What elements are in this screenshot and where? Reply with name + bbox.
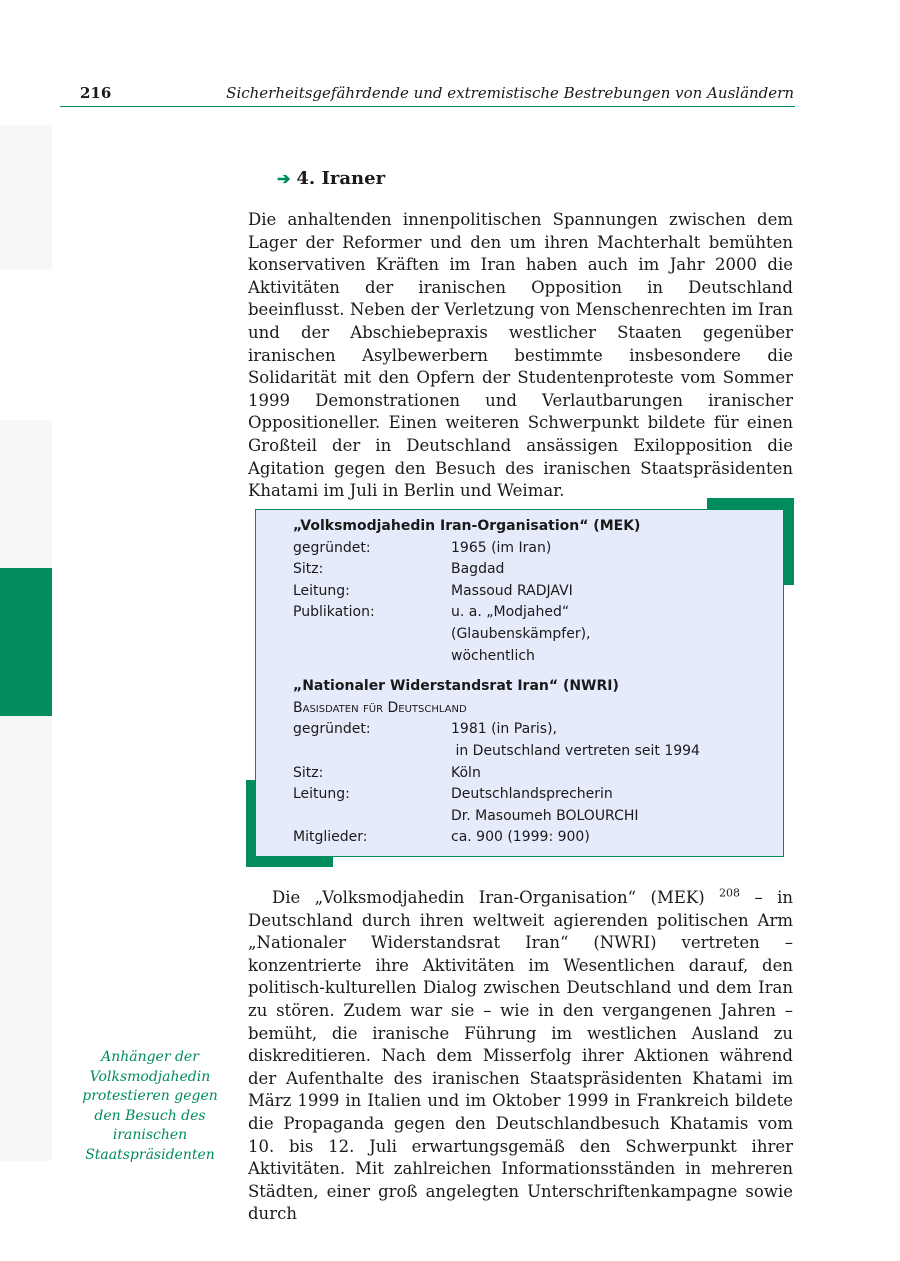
margin-note: Anhänger der Volksmodjahedin protestieren gegen den Besuch des iranischen Staatspräsidenten <box>82 1049 218 1163</box>
page-number: 216 <box>80 84 112 102</box>
margin-shade-bottom <box>0 716 52 1161</box>
nwri-details <box>293 719 783 849</box>
section-heading-text: 4. Iraner <box>296 168 386 189</box>
nwri-row <box>293 719 783 741</box>
nwri-key <box>293 806 451 828</box>
mek-row <box>293 624 783 646</box>
mek-key: Sitz: <box>293 561 324 578</box>
organization-info-box <box>255 509 784 857</box>
header-rule <box>60 106 795 107</box>
mek-row <box>293 646 783 668</box>
mek-details <box>293 538 783 668</box>
chapter-thumb-tab <box>0 568 52 716</box>
nwri-value: Köln <box>451 764 481 781</box>
nwri-value: Deutschlandsprecherin <box>451 786 613 803</box>
mek-value: Massoud RADJAVI <box>451 582 573 599</box>
intro-paragraph: Die anhaltenden innenpolitischen Spannungen zwischen dem Lager der Reformer und den um ihren Machterhalt bemühten konservativen Kräften im Iran haben auch im Jahr 2000 die Aktivitäten der iranischen Opposition in Deutschland beeinflusst. Neben der Verletzung von Menschenrechten im Iran und der Abschiebepraxis westlicher Staaten gegenüber iranischen Asylbewerbern bestimmte insbesondere die Solidarität mit den Opfern der Studentenproteste vom Sommer 1999 Demonstrationen und Verlautbarungen iranischer Oppositioneller. Einen weiteren Schwerpunkt bildete für einen Großteil der in Deutschland ansässigen Exilopposition die Agitation gegen den Besuch des iranischen Staatspräsidenten Khatami im Juli in Berlin und Weimar. <box>248 210 793 501</box>
nwri-key: gegründet: <box>293 721 371 738</box>
nwri-row <box>293 763 783 785</box>
nwri-value: ca. 900 (1999: 900) <box>451 829 590 846</box>
mek-value: u. a. „Modjahed“ <box>451 604 570 621</box>
margin-shade-top <box>0 125 52 270</box>
nwri-key: Mitglieder: <box>293 829 368 846</box>
nwri-value: 1981 (in Paris), <box>451 721 557 738</box>
mek-value: Bagdad <box>451 561 505 578</box>
mek-row <box>293 538 783 560</box>
paragraph-text-start: Die „Volksmodjahedin Iran-Organisation“ (MEK) <box>272 888 720 907</box>
mek-key <box>293 646 451 668</box>
nwri-row <box>293 784 783 806</box>
mek-key: gegründet: <box>293 539 371 556</box>
section-heading <box>277 168 385 189</box>
mek-value: wöchentlich <box>451 647 535 664</box>
mek-value: (Glaubenskämpfer), <box>451 625 591 642</box>
mek-title: „Volksmodjahedin Iran-Organisation“ (MEK) <box>293 518 641 534</box>
nwri-key: Leitung: <box>293 786 350 803</box>
nwri-row <box>293 741 783 763</box>
mek-row <box>293 581 783 603</box>
mek-value: 1965 (im Iran) <box>451 539 552 556</box>
paragraph-text-rest: – in Deutschland durch ihren weltweit agierenden politischen Arm „Nationaler Widerstandsrat Iran“ (NWRI) vertreten – konzentrierte ihre Aktivitäten im Wesentlichen darauf, den politisch-kulturellen Dialog zwischen Deutschland und dem Iran zu stören. Zudem war sie – wie in den vergangenen Jahren – bemüht, die iranische Führung im westlichen Ausland zu diskreditieren. Nach dem Misserfolg ihrer Aktionen während der Aufenthalte des iranischen Staatspräsidenten Khatami im März 1999 in Italien und im Oktober 1999 in Frankreich bildete die Propaganda gegen den Deutschlandbesuch Khatamis vom 10. bis 12. Juli erwartungsgemäß den Schwerpunkt ihrer Aktivitäten. Mit zahlreichen Informationsständen in mehreren Städten, einer groß angelegten Unterschriftenkampagne sowie durch <box>248 888 793 1224</box>
mek-row <box>293 602 783 624</box>
nwri-row <box>293 806 783 828</box>
mek-key: Leitung: <box>293 582 350 599</box>
nwri-key: Sitz: <box>293 764 324 781</box>
mek-row <box>293 559 783 581</box>
mek-key: Publikation: <box>293 604 375 621</box>
nwri-value: in Deutschland vertreten seit 1994 <box>451 742 700 759</box>
nwri-key <box>293 741 451 763</box>
footnote-reference[interactable]: 208 <box>719 886 741 900</box>
nwri-subtitle: Basisdaten für Deutschland <box>293 699 467 716</box>
margin-shade-middle <box>0 420 52 568</box>
mek-key <box>293 624 451 646</box>
nwri-title: „Nationaler Widerstandsrat Iran“ (NWRI) <box>293 678 619 695</box>
nwri-row <box>293 827 783 849</box>
running-title: Sicherheitsgefährdende und extremistische Bestrebungen von Ausländern <box>226 84 794 102</box>
arrow-right-icon: ➔ <box>277 169 291 188</box>
mek-paragraph <box>248 887 793 1226</box>
nwri-value: Dr. Masoumeh BOLOURCHI <box>451 807 639 824</box>
